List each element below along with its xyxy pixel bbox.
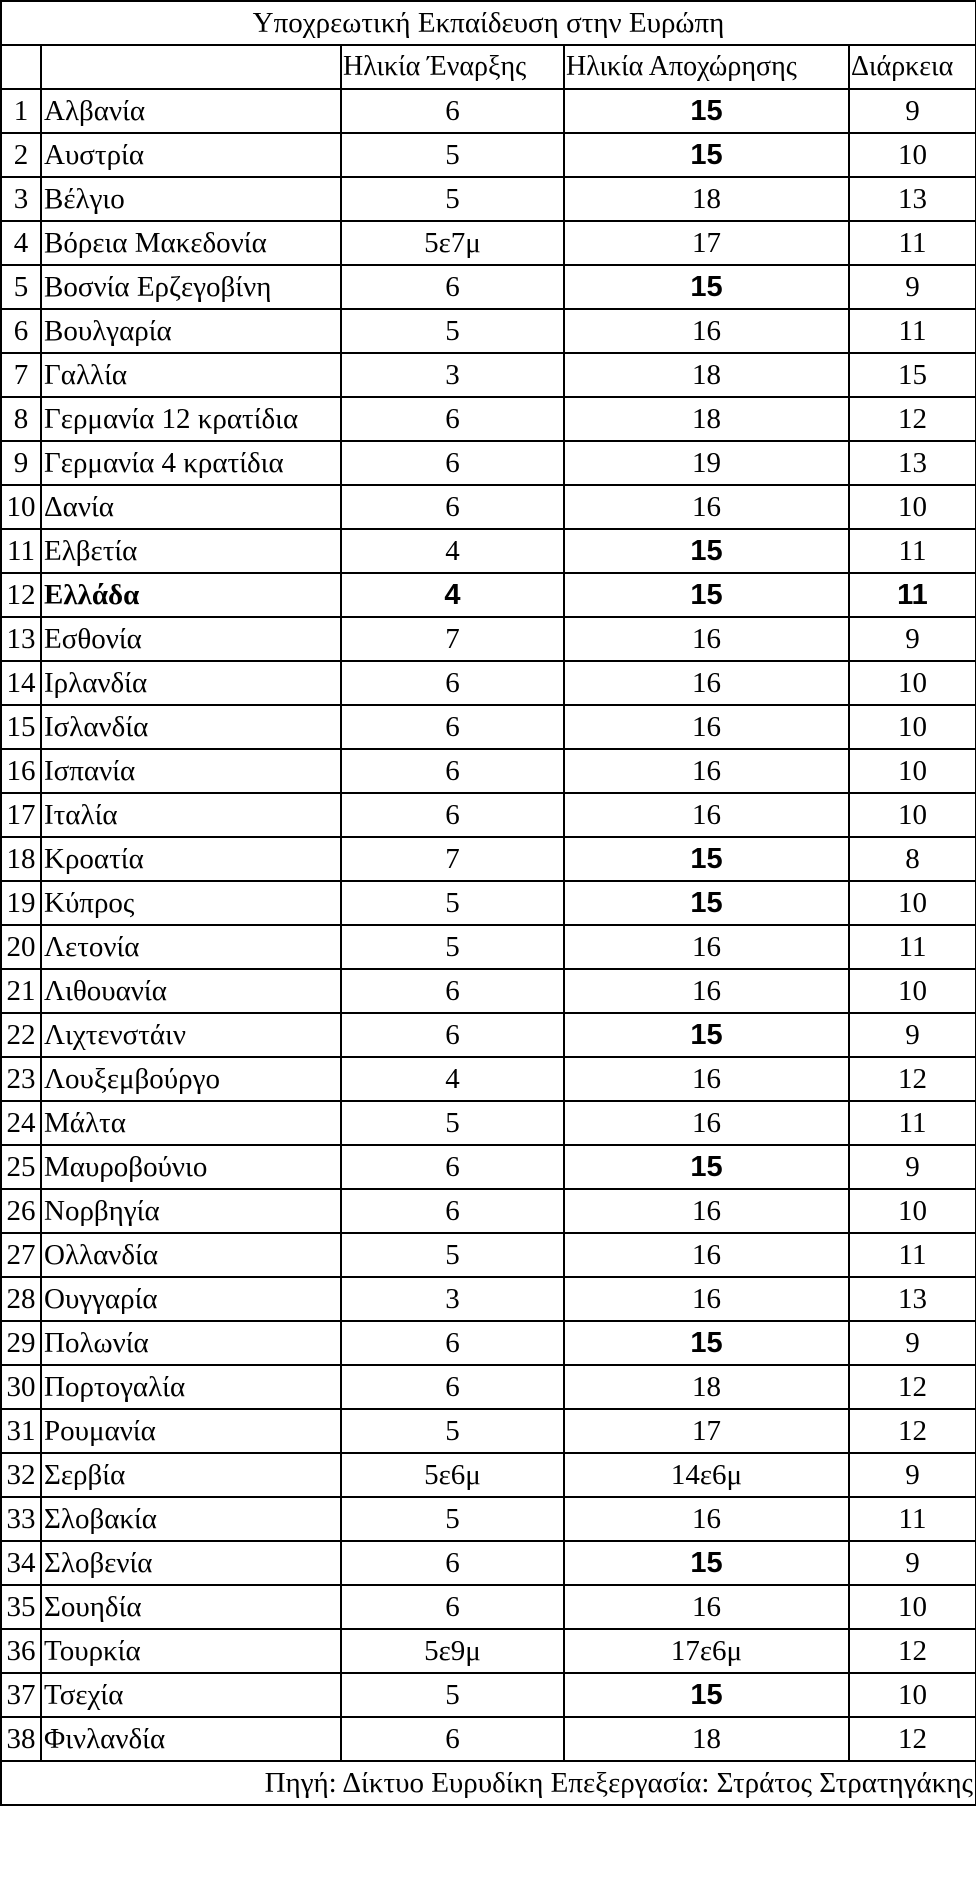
country-name: Βέλγιο <box>41 177 341 221</box>
duration: 10 <box>849 485 976 529</box>
start-age: 4 <box>341 1057 564 1101</box>
table-row <box>1 397 976 441</box>
duration: 11 <box>849 1497 976 1541</box>
end-age: 16 <box>564 749 849 793</box>
end-age: 17ε6μ <box>564 1629 849 1673</box>
start-age: 6 <box>341 1365 564 1409</box>
end-age: 16 <box>564 1189 849 1233</box>
duration: 12 <box>849 1717 976 1761</box>
end-age: 19 <box>564 441 849 485</box>
row-number: 33 <box>1 1497 41 1541</box>
start-age: 3 <box>341 353 564 397</box>
row-number: 18 <box>1 837 41 881</box>
duration: 10 <box>849 1585 976 1629</box>
start-age: 6 <box>341 441 564 485</box>
header-start-age: Ηλικία Έναρξης <box>341 45 564 89</box>
table-row <box>1 881 976 925</box>
end-age: 18 <box>564 177 849 221</box>
table-row <box>1 1013 976 1057</box>
table-row <box>1 705 976 749</box>
start-age: 6 <box>341 1717 564 1761</box>
country-name: Τσεχία <box>41 1673 341 1717</box>
start-age: 5 <box>341 309 564 353</box>
table-row <box>1 1717 976 1761</box>
source-note: Πηγή: Δίκτυο Ευρυδίκη Επεξεργασία: Στράτος Στρατηγάκης <box>1 1761 976 1805</box>
row-number: 14 <box>1 661 41 705</box>
end-age: 15 <box>564 1541 849 1585</box>
table-row <box>1 89 976 133</box>
country-name: Ιταλία <box>41 793 341 837</box>
table-row <box>1 1673 976 1717</box>
duration: 15 <box>849 353 976 397</box>
end-age: 17 <box>564 1409 849 1453</box>
country-name: Βόρεια Μακεδονία <box>41 221 341 265</box>
start-age: 7 <box>341 837 564 881</box>
duration: 11 <box>849 1101 976 1145</box>
end-age: 15 <box>564 265 849 309</box>
title-row <box>1 1 976 45</box>
duration: 11 <box>849 309 976 353</box>
row-number: 32 <box>1 1453 41 1497</box>
country-name: Σλοβακία <box>41 1497 341 1541</box>
country-name: Ισλανδία <box>41 705 341 749</box>
start-age: 6 <box>341 1013 564 1057</box>
row-number: 22 <box>1 1013 41 1057</box>
duration: 10 <box>849 133 976 177</box>
table-row <box>1 1365 976 1409</box>
country-name: Δανία <box>41 485 341 529</box>
table-row <box>1 1101 976 1145</box>
duration: 13 <box>849 1277 976 1321</box>
start-age: 5ε6μ <box>341 1453 564 1497</box>
row-number: 2 <box>1 133 41 177</box>
table-row <box>1 441 976 485</box>
country-name: Πορτογαλία <box>41 1365 341 1409</box>
country-name: Κροατία <box>41 837 341 881</box>
end-age: 16 <box>564 1497 849 1541</box>
start-age: 4 <box>341 573 564 617</box>
table-row <box>1 1541 976 1585</box>
row-number: 38 <box>1 1717 41 1761</box>
row-number: 9 <box>1 441 41 485</box>
duration: 10 <box>849 793 976 837</box>
country-name: Γερμανία 4 κρατίδια <box>41 441 341 485</box>
table-row <box>1 133 976 177</box>
row-number: 16 <box>1 749 41 793</box>
table-body <box>1 89 976 1761</box>
end-age: 15 <box>564 529 849 573</box>
start-age: 5 <box>341 1497 564 1541</box>
row-number: 28 <box>1 1277 41 1321</box>
row-number: 8 <box>1 397 41 441</box>
table-row <box>1 969 976 1013</box>
row-number: 25 <box>1 1145 41 1189</box>
duration: 9 <box>849 1541 976 1585</box>
end-age: 15 <box>564 133 849 177</box>
start-age: 5 <box>341 881 564 925</box>
country-name: Ρουμανία <box>41 1409 341 1453</box>
country-name: Μάλτα <box>41 1101 341 1145</box>
end-age: 15 <box>564 881 849 925</box>
country-name: Μαυροβούνιο <box>41 1145 341 1189</box>
country-name: Λουξεμβούργο <box>41 1057 341 1101</box>
country-name: Ελβετία <box>41 529 341 573</box>
end-age: 18 <box>564 1365 849 1409</box>
country-name: Ουγγαρία <box>41 1277 341 1321</box>
table-row <box>1 1057 976 1101</box>
table-row <box>1 749 976 793</box>
duration: 11 <box>849 221 976 265</box>
country-name: Ολλανδία <box>41 1233 341 1277</box>
end-age: 15 <box>564 1321 849 1365</box>
table-row <box>1 793 976 837</box>
duration: 13 <box>849 177 976 221</box>
footer-row <box>1 1761 976 1805</box>
country-name: Γερμανία 12 κρατίδια <box>41 397 341 441</box>
end-age: 16 <box>564 1277 849 1321</box>
duration: 11 <box>849 529 976 573</box>
end-age: 18 <box>564 397 849 441</box>
end-age: 16 <box>564 661 849 705</box>
country-name: Βουλγαρία <box>41 309 341 353</box>
duration: 9 <box>849 89 976 133</box>
start-age: 6 <box>341 793 564 837</box>
start-age: 5ε9μ <box>341 1629 564 1673</box>
row-number: 4 <box>1 221 41 265</box>
country-name: Εσθονία <box>41 617 341 661</box>
duration: 11 <box>849 573 976 617</box>
header-blank-country <box>41 45 341 89</box>
duration: 10 <box>849 705 976 749</box>
duration: 10 <box>849 749 976 793</box>
start-age: 5 <box>341 177 564 221</box>
row-number: 17 <box>1 793 41 837</box>
header-row <box>1 45 976 89</box>
header-end-age: Ηλικία Αποχώρησης <box>564 45 849 89</box>
end-age: 16 <box>564 1101 849 1145</box>
start-age: 5ε7μ <box>341 221 564 265</box>
duration: 10 <box>849 881 976 925</box>
row-number: 11 <box>1 529 41 573</box>
country-name: Φινλανδία <box>41 1717 341 1761</box>
start-age: 6 <box>341 485 564 529</box>
country-name: Ισπανία <box>41 749 341 793</box>
table-row <box>1 1497 976 1541</box>
table-row <box>1 265 976 309</box>
table-row <box>1 1145 976 1189</box>
start-age: 5 <box>341 133 564 177</box>
row-number: 27 <box>1 1233 41 1277</box>
start-age: 5 <box>341 1233 564 1277</box>
duration: 9 <box>849 265 976 309</box>
start-age: 6 <box>341 89 564 133</box>
end-age: 16 <box>564 1585 849 1629</box>
table-row <box>1 1629 976 1673</box>
end-age: 18 <box>564 1717 849 1761</box>
row-number: 30 <box>1 1365 41 1409</box>
start-age: 5 <box>341 925 564 969</box>
row-number: 6 <box>1 309 41 353</box>
table-row <box>1 529 976 573</box>
start-age: 6 <box>341 397 564 441</box>
country-name: Λιθουανία <box>41 969 341 1013</box>
end-age: 16 <box>564 617 849 661</box>
start-age: 6 <box>341 1585 564 1629</box>
table-row <box>1 309 976 353</box>
end-age: 16 <box>564 705 849 749</box>
table-row <box>1 573 976 617</box>
duration: 12 <box>849 1057 976 1101</box>
duration: 9 <box>849 1145 976 1189</box>
country-name: Ελλάδα <box>41 573 341 617</box>
country-name: Κύπρος <box>41 881 341 925</box>
row-number: 34 <box>1 1541 41 1585</box>
country-name: Αλβανία <box>41 89 341 133</box>
table-title: Υποχρεωτική Εκπαίδευση στην Ευρώπη <box>1 1 976 45</box>
table-row <box>1 1189 976 1233</box>
duration: 8 <box>849 837 976 881</box>
end-age: 15 <box>564 1145 849 1189</box>
end-age: 16 <box>564 1233 849 1277</box>
duration: 13 <box>849 441 976 485</box>
end-age: 15 <box>564 573 849 617</box>
start-age: 6 <box>341 1145 564 1189</box>
row-number: 21 <box>1 969 41 1013</box>
row-number: 7 <box>1 353 41 397</box>
row-number: 29 <box>1 1321 41 1365</box>
table-row <box>1 837 976 881</box>
country-name: Ιρλανδία <box>41 661 341 705</box>
end-age: 16 <box>564 925 849 969</box>
country-name: Λιχτενστάιν <box>41 1013 341 1057</box>
row-number: 19 <box>1 881 41 925</box>
row-number: 15 <box>1 705 41 749</box>
row-number: 23 <box>1 1057 41 1101</box>
table-row <box>1 221 976 265</box>
duration: 10 <box>849 661 976 705</box>
table-row <box>1 1453 976 1497</box>
duration: 12 <box>849 397 976 441</box>
duration: 10 <box>849 969 976 1013</box>
start-age: 4 <box>341 529 564 573</box>
table-row <box>1 1277 976 1321</box>
start-age: 5 <box>341 1101 564 1145</box>
end-age: 16 <box>564 969 849 1013</box>
country-name: Πολωνία <box>41 1321 341 1365</box>
row-number: 13 <box>1 617 41 661</box>
row-number: 35 <box>1 1585 41 1629</box>
start-age: 6 <box>341 749 564 793</box>
start-age: 6 <box>341 1189 564 1233</box>
end-age: 18 <box>564 353 849 397</box>
duration: 10 <box>849 1673 976 1717</box>
table-row <box>1 925 976 969</box>
header-duration: Διάρκεια <box>849 45 976 89</box>
table-row <box>1 177 976 221</box>
row-number: 12 <box>1 573 41 617</box>
duration: 9 <box>849 1321 976 1365</box>
row-number: 24 <box>1 1101 41 1145</box>
duration: 12 <box>849 1409 976 1453</box>
country-name: Λετονία <box>41 925 341 969</box>
table-row <box>1 485 976 529</box>
duration: 12 <box>849 1365 976 1409</box>
table-row <box>1 1409 976 1453</box>
row-number: 37 <box>1 1673 41 1717</box>
table-row <box>1 661 976 705</box>
duration: 9 <box>849 617 976 661</box>
start-age: 3 <box>341 1277 564 1321</box>
start-age: 6 <box>341 265 564 309</box>
duration: 9 <box>849 1013 976 1057</box>
country-name: Βοσνία Ερζεγοβίνη <box>41 265 341 309</box>
row-number: 36 <box>1 1629 41 1673</box>
row-number: 10 <box>1 485 41 529</box>
end-age: 15 <box>564 1013 849 1057</box>
end-age: 15 <box>564 89 849 133</box>
table-row <box>1 617 976 661</box>
row-number: 20 <box>1 925 41 969</box>
start-age: 7 <box>341 617 564 661</box>
end-age: 15 <box>564 1673 849 1717</box>
country-name: Νορβηγία <box>41 1189 341 1233</box>
duration: 11 <box>849 1233 976 1277</box>
end-age: 16 <box>564 793 849 837</box>
start-age: 5 <box>341 1409 564 1453</box>
end-age: 16 <box>564 1057 849 1101</box>
table-row <box>1 1585 976 1629</box>
start-age: 6 <box>341 1321 564 1365</box>
country-name: Γαλλία <box>41 353 341 397</box>
row-number: 1 <box>1 89 41 133</box>
country-name: Σερβία <box>41 1453 341 1497</box>
start-age: 6 <box>341 969 564 1013</box>
table-row <box>1 353 976 397</box>
country-name: Αυστρία <box>41 133 341 177</box>
end-age: 17 <box>564 221 849 265</box>
header-blank-num <box>1 45 41 89</box>
duration: 11 <box>849 925 976 969</box>
country-name: Σουηδία <box>41 1585 341 1629</box>
row-number: 26 <box>1 1189 41 1233</box>
row-number: 5 <box>1 265 41 309</box>
end-age: 16 <box>564 309 849 353</box>
country-name: Τουρκία <box>41 1629 341 1673</box>
end-age: 15 <box>564 837 849 881</box>
end-age: 16 <box>564 485 849 529</box>
start-age: 5 <box>341 1673 564 1717</box>
start-age: 6 <box>341 661 564 705</box>
end-age: 14ε6μ <box>564 1453 849 1497</box>
country-name: Σλοβενία <box>41 1541 341 1585</box>
table-row <box>1 1233 976 1277</box>
duration: 10 <box>849 1189 976 1233</box>
start-age: 6 <box>341 705 564 749</box>
start-age: 6 <box>341 1541 564 1585</box>
row-number: 31 <box>1 1409 41 1453</box>
row-number: 3 <box>1 177 41 221</box>
duration: 12 <box>849 1629 976 1673</box>
duration: 9 <box>849 1453 976 1497</box>
table-row <box>1 1321 976 1365</box>
